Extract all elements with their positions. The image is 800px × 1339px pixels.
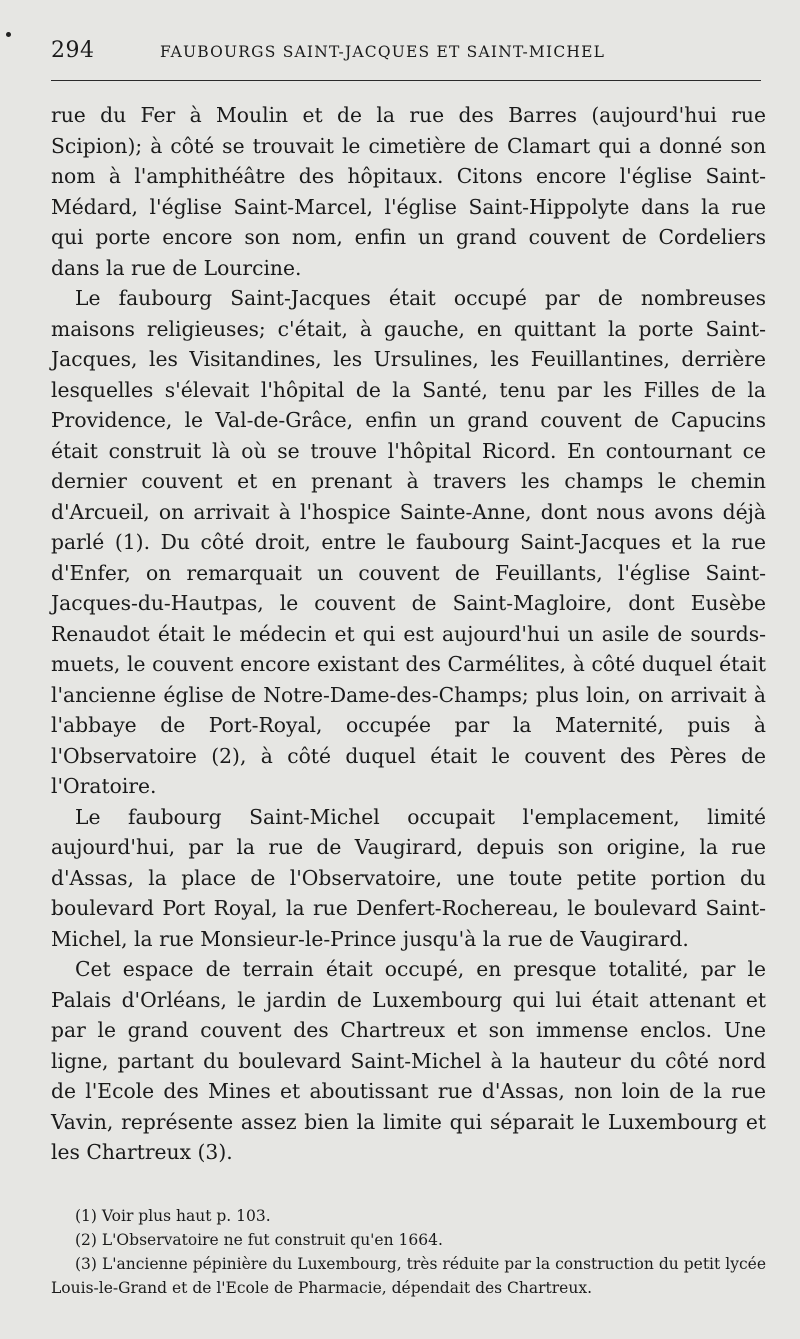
- running-title: FAUBOURGS SAINT-JACQUES ET SAINT-MICHEL: [160, 43, 606, 61]
- paragraph-faubourg-saint-jacques: Le faubourg Saint-Jacques était occupé par de nombreuses maisons religieuses; c'était, à gauche, en quittant la porte Saint-Jacques, les Visitandines, les Ursulines, les Feuillantines, derrière lesquelles s'élevait l'hôpital de la Santé, tenu par les Filles de la Providence, le Val-de-Grâce, enfin un grand couvent de Capucins était construit là où se trouve l'hôpital Ricord. En contournant ce dernier couvent et en prenant à travers les champs le chemin d'Arcueil, on arrivait à l'hospice Sainte-Anne, dont nous avons déjà parlé (1). Du côté droit, entre le faubourg Saint-Jacques et la rue d'Enfer, on remarquait un couvent de Feuillants, l'église Saint-Jacques-du-Hautpas, le couvent de Saint-Magloire, dont Eusèbe Renaudot était le médecin et qui est aujourd'hui un asile de sourds-muets, le couvent encore existant des Carmélites, à côté duquel était l'ancienne église de Notre-Dame-des-Champs; plus loin, on arrivait à l'abbaye de Port-Royal, occupée par la Maternité, puis à l'Observatoire (2), à côté duquel était le couvent des Pères de l'Oratoire.: [51, 286, 766, 798]
- body-text: [51, 100, 766, 1168]
- footnote-3: (3) L'ancienne pépinière du Luxembourg, très réduite par la construction du petit lycée Louis-le-Grand et de l'Ecole de Pharmacie, dépendait des Chartreux.: [51, 1255, 766, 1297]
- footnote-2: (2) L'Observatoire ne fut construit qu'en 1664.: [75, 1231, 443, 1249]
- footnotes: [51, 1204, 766, 1300]
- paragraph-continued: rue du Fer à Moulin et de la rue des Barres (aujourd'hui rue Scipion); à côté se trouvait le cimetière de Clamart qui a donné son nom à l'amphithéâtre des hôpitaux. Citons encore l'église Saint-Médard, l'église Saint-Marcel, l'église Saint-Hippolyte dans la rue qui porte encore son nom, enfin un grand couvent de Cordeliers dans la rue de Lourcine.: [51, 103, 766, 280]
- footnote-1: (1) Voir plus haut p. 103.: [75, 1207, 271, 1225]
- paragraph-faubourg-saint-michel: Le faubourg Saint-Michel occupait l'emplacement, limité aujourd'hui, par la rue de Vaugirard, depuis son origine, la rue d'Assas, la place de l'Observatoire, une toute petite portion du boulevard Port Royal, la rue Denfert-Rochereau, le boulevard Saint-Michel, la rue Monsieur-le-Prince jusqu'à la rue de Vaugirard.: [51, 804, 766, 951]
- margin-dot: [6, 32, 11, 37]
- header-rule: [51, 80, 761, 81]
- page-number: 294: [51, 38, 95, 63]
- paragraph-espace-de-terrain: Cet espace de terrain était occupé, en presque totalité, par le Palais d'Orléans, le jardin de Luxembourg qui lui était attenant et par le grand couvent des Chartreux et son immense enclos. Une ligne, partant du boulevard Saint-Michel à la hauteur du côté nord de l'Ecole des Mines et aboutissant rue d'Assas, non loin de la rue Vavin, représente assez bien la limite qui séparait le Luxembourg et les Chartreux (3).: [51, 957, 766, 1164]
